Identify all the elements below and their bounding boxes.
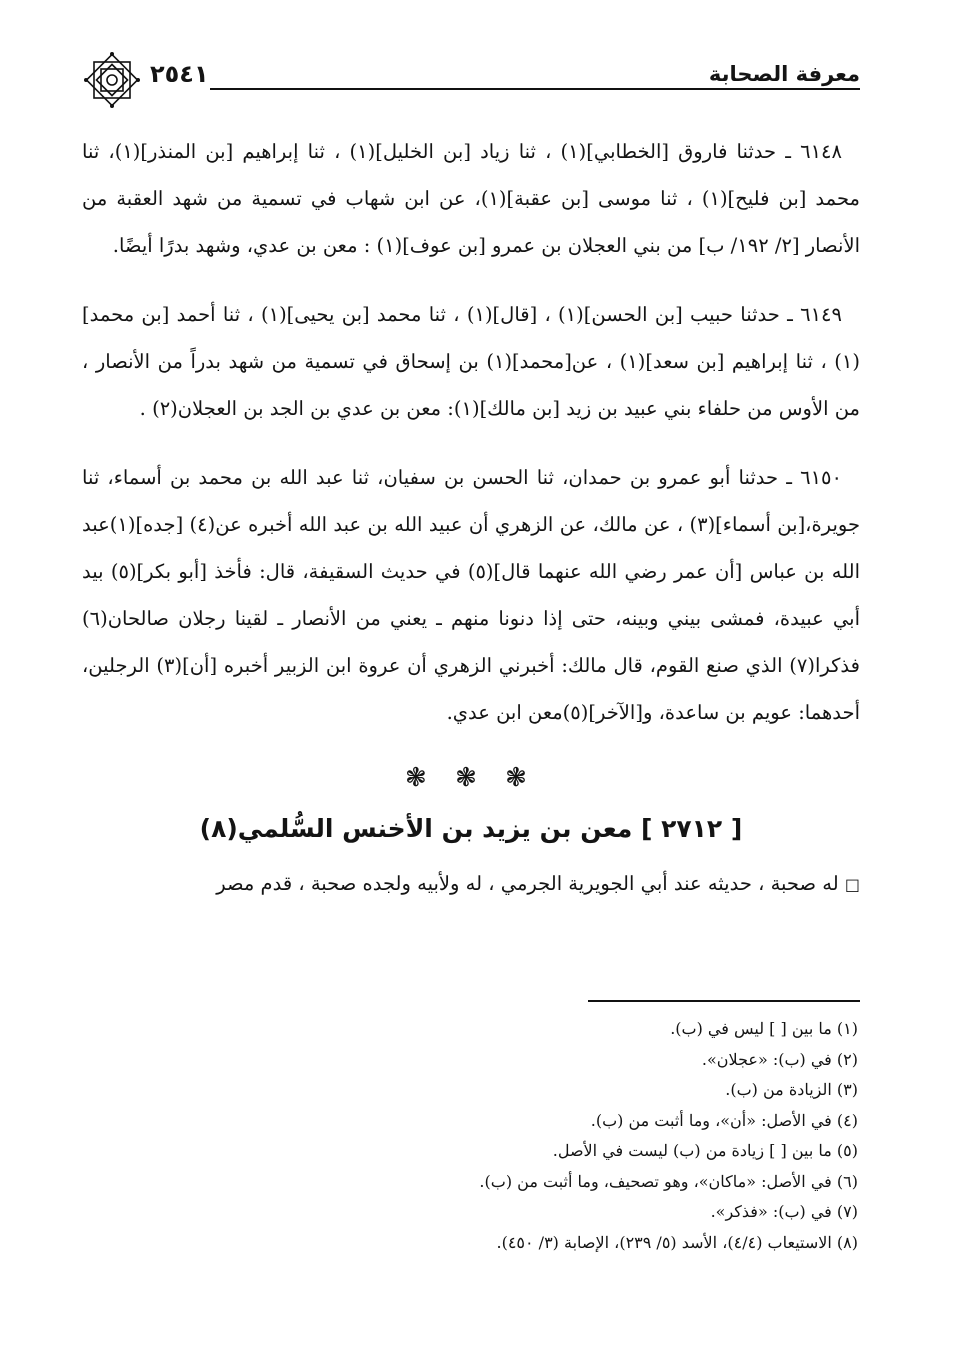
footnote-6: (٦) في الأصل: «ماكان»، وهو تصحيف، وما أثبت من (ب). <box>479 1171 858 1191</box>
header-rule <box>210 88 860 90</box>
footnote-1: (١) ما بين [ ] ليس في (ب). <box>670 1019 858 1038</box>
hadith-6148: ٦١٤٨ ـ حدثنا فاروق [الخطابي](١) ، ثنا زياد [بن الخليل](١) ، ثنا إبراهيم [بن المنذر](١)، ثنا محمد [بن فليح](١) ، ثنا موسى [بن عقبة](١)، عن ابن شهاب في تسمية من شهد العقبة من الأنصار [٢/ ١٩٢/ ب] من بني العجلان بن عمرو [بن عوف](١) : معن بن عدي، وشهد بدرًا أيضًا. <box>82 140 860 257</box>
footnote-5: (٥) ما بين [ ] زيادة من (ب) ليست في الأصل. <box>552 1141 858 1160</box>
hadith-6150: ٦١٥٠ ـ حدثنا أبو عمرو بن حمدان، ثنا الحسن بن سفيان، ثنا عبد الله بن محمد بن أسماء، ثنا جويرة،[بن أسماء](٣) ، عن مالك، عن الزهري أن عبيد الله بن عبد الله أخبره عن(٤) [جده](١)عبد الله بن عباس [أن عمر رضي الله عنهما قال](٥) في حديث السقيفة، قال: فأخذ [أبو بكر](٥) بيد أبي عبيدة، فمشى بيني وبينه، حتى إذا دنونا منهم ـ يعني من الأنصار ـ لقينا رجلان صالحان(٦) فذكرا(٧) الذي صنع القوم، قال مالك: أخبرني الزهري أن عروة ابن الزبير أخبره [أن](٣) الرجلين، أحدهما: عويم بن ساعدة، و[الآخر](٥)معن ابن عدي. <box>82 466 861 724</box>
footnote-rule <box>588 1000 860 1002</box>
hadith-6149: ٦١٤٩ ـ حدثنا حبيب [بن الحسن](١) ، [قال](١) ، ثنا محمد [بن يحيى](١) ، ثنا أحمد [بن محمد](١) ، ثنا إبراهيم [بن سعد](١) ، عن[محمد](١) بن إسحاق في تسمية من شهد بدراً من الأنصار ، من الأوس من حلفاء بني عبيد بن زيد [بن مالك](١): معن بن عدي بن الجد بن العجلان(٢) . <box>82 303 860 420</box>
running-head <box>82 58 860 104</box>
footnote-8: (٨) الاستيعاب (٤/٤)، الأسد (٥/ ٢٣٩)، الإصابة (٣/ ٤٥٠). <box>496 1232 858 1252</box>
footnote-7: (٧) في (ب): «فذكر». <box>710 1202 858 1221</box>
footnote-4: (٤) في الأصل: «أن»، وما أثبت من (ب). <box>590 1110 858 1130</box>
entry-intro-text: له صحبة ، حديثه عند أبي الجويرية الجرمي ، له ولأبيه ولجده صحبة ، قدم مصر <box>216 872 839 895</box>
entry-intro <box>82 860 860 908</box>
octagram-ornament-icon <box>82 50 142 110</box>
main-text <box>82 128 860 908</box>
box-marker-icon: □ <box>844 875 860 894</box>
book-title: معرفة الصحابة <box>708 62 860 86</box>
footnotes <box>82 1014 860 1258</box>
section-separator: ❃ ❃ ❃ <box>405 763 537 793</box>
footnote-2: (٢) في (ب): «عجلان». <box>701 1049 858 1069</box>
page-number: ٢٥٤١ <box>150 60 209 88</box>
footnote-3: (٣) الزيادة من (ب). <box>725 1080 858 1099</box>
entry-heading: [ ٢٧١٢ ] معن بن يزيد بن الأخنس السُّلمي(٨) <box>199 814 743 843</box>
